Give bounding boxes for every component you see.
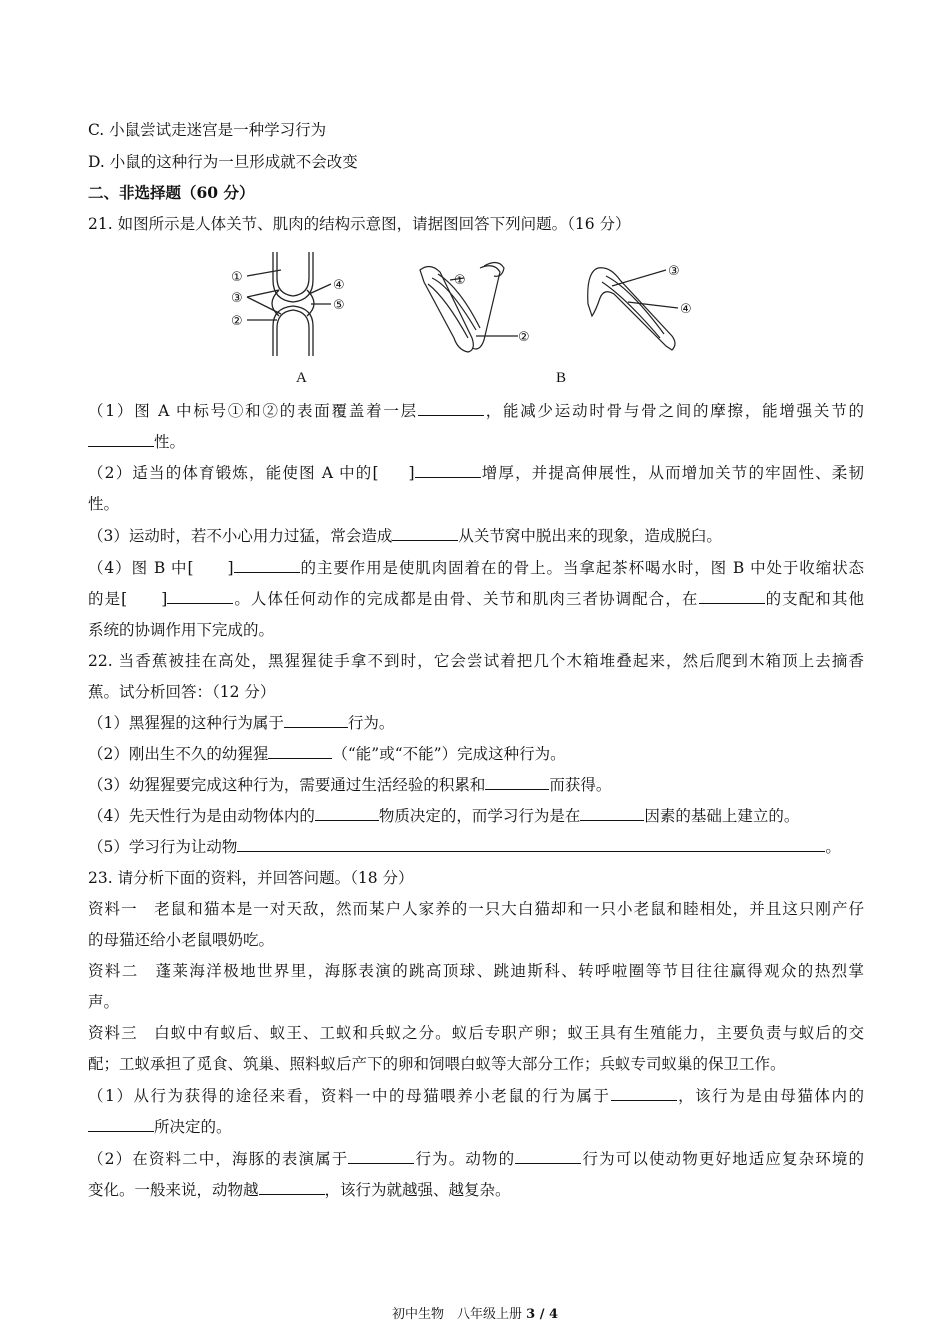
mark-a-4: ④ (333, 278, 345, 293)
q23-p1-line2: 所决定的。 (88, 1117, 864, 1137)
mark-a-2: ② (231, 314, 243, 329)
q23-material2-line1: 资料二 蓬莱海洋极地世界里，海豚表演的跳高顶球、跳迪斯科、转呼啦圈等节目往往赢得观众的热烈掌 (88, 962, 864, 980)
q21-p2-line1: （2）适当的体育锻炼，能使图 A 中的[ ] 增厚，并提高伸展性，从而增加关节的牢固性、柔韧 (88, 464, 864, 482)
section-title: 二、非选择题（60 分） (88, 183, 255, 202)
q21-p1-line2: 性。 (88, 432, 864, 452)
q22-stem-line2: 蕉。试分析回答：（12 分） (88, 683, 276, 701)
q21-p2-line2: 性。 (88, 495, 120, 513)
q21-p4-line2: 的是[ ] 。人体任何动作的完成都是由骨、关节和肌肉三者协调配合，在 的支配和其他 (88, 590, 864, 608)
figure-a-label: A (296, 370, 307, 386)
footer-text: 初中生物 八年级上册 (391, 1307, 527, 1322)
page-number: 3 / 4 (526, 1307, 559, 1322)
q23-material2-line2: 声。 (88, 993, 120, 1011)
mark-a-3: ③ (231, 291, 243, 306)
q22-p1: （1）黑猩猩的这种行为属于 行为。 (88, 714, 395, 732)
q23-p1-line1: （1）从行为获得的途径来看，资料一中的母猫喂养小老鼠的行为属于 ，该行为是由母猫体内的 (88, 1087, 864, 1105)
q22-p5: （5）学习行为让动物 。 (88, 838, 841, 856)
q21-p1-line1: （1）图 A 中标号①和②的表面覆盖着一层 ，能减少运动时骨与骨之间的摩擦，能增强关节的 (88, 402, 864, 420)
q21-p4-line1: （4）图 B 中[ ] 的主要作用是使肌肉固着在的骨上。当拿起茶杯喝水时，图 B 中处于收缩状态 (88, 559, 865, 577)
mark-a-5: ⑤ (333, 298, 345, 313)
joint-diagram (225, 250, 365, 360)
figure-b-label: B (556, 370, 567, 386)
option-d: D. 小鼠的这种行为一旦形成就不会改变 (88, 153, 358, 171)
mark-a-1: ① (231, 270, 243, 285)
q23-stem: 23. 请分析下面的资料，并回答问题。（18 分） (88, 869, 414, 887)
mark-b-2: ② (518, 330, 530, 345)
q21-p3: （3）运动时，若不小心用力过猛，常会造成 从关节窝中脱出来的现象，造成脱臼。 (88, 527, 722, 545)
page-footer (0, 1303, 950, 1322)
q22-p2: （2）刚出生不久的幼猩猩 （“能”或“不能”）完成这种行为。 (88, 745, 566, 763)
q23-p2-line1: （2）在资料二中，海豚的表演属于 行为。动物的 行为可以使动物更好地适应复杂环境的 (88, 1150, 864, 1168)
q22-p4: （4）先天性行为是由动物体内的 物质决定的，而学习行为是在 因素的基础上建立的。 (88, 807, 800, 825)
q23-material3-line2: 配；工蚁承担了觅食、筑巢、照料蚁后产下的卵和饲喂白蚁等大部分工作；兵蚁专司蚁巢的保卫工作。 (88, 1055, 786, 1073)
q22-p3: （3）幼猩猩要完成这种行为，需要通过生活经验的积累和 而获得。 (88, 776, 612, 794)
arm-muscle-diagram (410, 258, 550, 358)
option-c: C. 小鼠尝试走迷宫是一种学习行为 (88, 121, 327, 139)
mark-b-1: ① (454, 273, 466, 288)
q22-stem-line1: 22. 当香蕉被挂在高处，黑猩猩徒手拿不到时，它会尝试着把几个木箱堆叠起来，然后爬到木箱顶上去摘香 (88, 652, 864, 670)
q21-p4-line3: 系统的协调作用下完成的。 (88, 621, 275, 639)
mark-b-3: ③ (668, 264, 680, 279)
q21-stem: 21. 如图所示是人体关节、肌肉的结构示意图，请据图回答下列问题。（16 分） (88, 215, 631, 233)
mark-b-4: ④ (680, 302, 692, 317)
forearm-muscle-diagram (580, 258, 720, 358)
q23-material1-line1: 资料一 老鼠和猫本是一对天敌，然而某户人家养的一只大白猫却和一只小老鼠和睦相处，并且这只刚产仔 (88, 900, 864, 918)
q23-material1-line2: 的母猫还给小老鼠喂奶吃。 (88, 931, 275, 949)
q23-p2-line2: 变化。一般来说，动物越 ，该行为就越强、越复杂。 (88, 1181, 511, 1199)
q23-material3-line1: 资料三 白蚁中有蚁后、蚁王、工蚁和兵蚁之分。蚁后专职产卵；蚁王具有生殖能力，主要负责与蚁后的交 (88, 1024, 864, 1042)
